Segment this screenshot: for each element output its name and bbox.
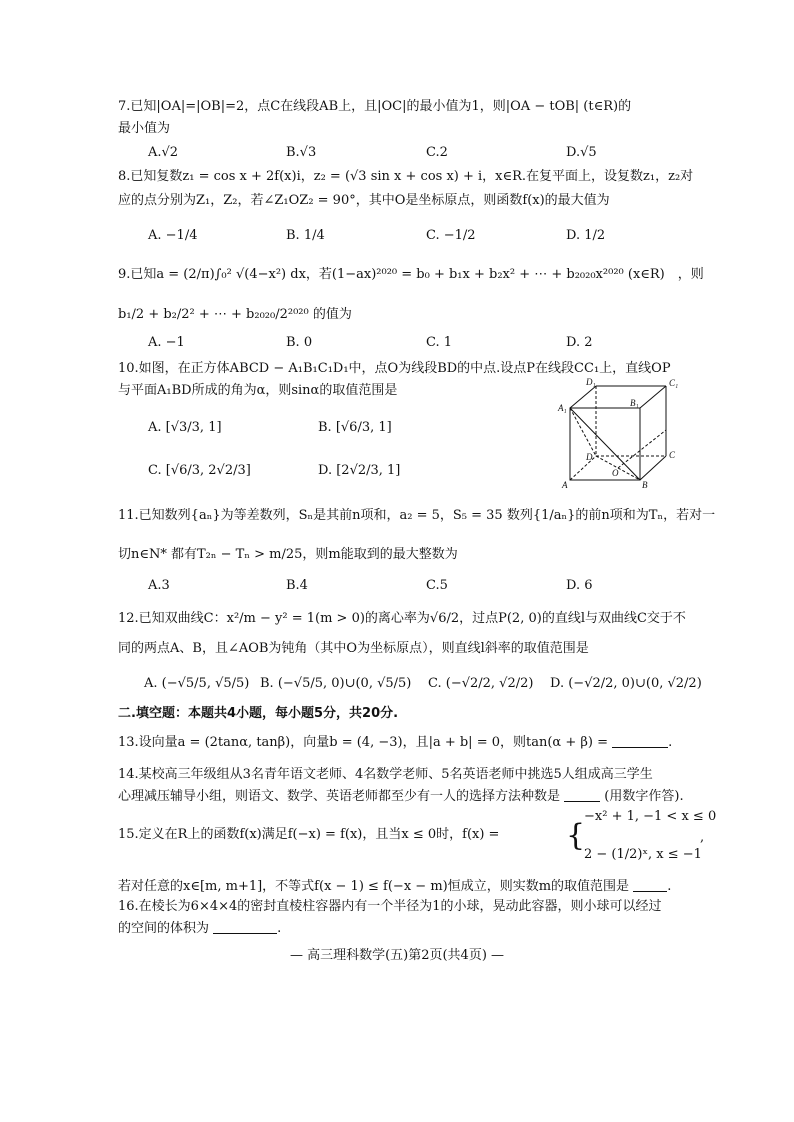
q12-stem-cont: 同的两点A、B，且∠AOB为钝角（其中O为坐标原点），则直线l斜率的取值范围是 — [118, 641, 589, 656]
q14-stem-cont: 心理减压辅导小组，则语文、数学、英语老师都至少有一人的选择方法种数是 — [118, 789, 561, 804]
cube-label-c1: C₁ — [669, 378, 679, 388]
q15-stem-cont: 若对任意的x∈[m, m+1]，不等式f(x − 1) ≤ f(−x − m)恒成立，则实数m的取值范围是 — [118, 879, 630, 894]
q16-stem: 16.在棱长为6×4×4的密封直棱柱容器内有一个半径为1的小球，晃动此容器，则小球可以经过 — [118, 899, 662, 914]
q16-stem-cont: 的空间的体积为 — [118, 921, 210, 936]
q8-stem-cont: 应的点分别为Z₁，Z₂，若∠Z₁OZ₂ = 90°，其中O是坐标原点，则函数f(x)的最大值为 — [118, 193, 610, 208]
q11-option-a: A.3 — [148, 578, 170, 593]
q16-answer-blank[interactable] — [213, 921, 277, 934]
q9-option-b: B. 0 — [286, 335, 313, 350]
q10-option-a: A. [√3/3, 1] — [148, 420, 222, 435]
q14-row — [118, 788, 684, 806]
cube-label-d: D — [586, 452, 593, 462]
q8-stem: 8.已知复数z₁ = cos x + 2f(x)i，z₂ = (√3 sin x + cos x) + i，x∈R.在复平面上，设复数z₁，z₂对 — [118, 169, 694, 184]
q8-option-a: A. −1/4 — [148, 228, 198, 243]
cube-edge-bc — [640, 456, 666, 480]
q14-stem: 14.某校高三年级组从3名青年语文老师、4名数学老师、5名英语老师中挑选5人组成高三学生 — [118, 767, 653, 782]
q13-answer-blank[interactable] — [612, 735, 668, 748]
cube-label-a1: A₁ — [558, 403, 567, 413]
q12-option-c: C. (−√2/2, √2/2) — [428, 676, 534, 691]
q9-option-a: A. −1 — [148, 335, 185, 350]
q12-option-d: D. (−√2/2, 0)∪(0, √2/2) — [550, 676, 702, 691]
q9-stem-cont: b₁/2 + b₂/2² + ⋯ + b₂₀₂₀/2²⁰²⁰ 的值为 — [118, 307, 352, 322]
q10-option-d: D. [2√2/3, 1] — [318, 463, 401, 478]
q12-option-a: A. (−√5/5, √5/5) — [144, 676, 250, 691]
q11-stem: 11.已知数列{aₙ}为等差数列，Sₙ是其前n项和，a₂ = 5，S₅ = 35 数列{1/aₙ}的前n项和为Tₙ，若对一 — [118, 508, 716, 523]
cube-label-d1: D₁ — [586, 378, 596, 387]
q11-option-c: C.5 — [426, 578, 448, 593]
q7-option-a: A.√2 — [148, 145, 179, 160]
page-footer: — 高三理科数学(五)第2页(共4页) — — [289, 948, 505, 963]
q13-stem: 13.设向量a = (2tanα, tanβ)，向量b = (4, −3)，且|a + b| = 0，则tan(α + β) = — [118, 735, 608, 750]
q15-case-2: 2 − (1/2)ˣ, x ≤ −1 — [584, 847, 702, 862]
q8-option-d: D. 1/2 — [566, 228, 606, 243]
q15-row: 若对任意的x∈[m, m+1]，不等式f(x − 1) ≤ f(−x − m)恒成立，则实数m的取值范围是 . — [118, 879, 672, 894]
cube-label-b1: B₁ — [630, 398, 639, 408]
q12-option-b: B. (−√5/5, 0)∪(0, √5/5) — [260, 676, 412, 691]
cube-label-b: B — [642, 480, 648, 490]
cube-label-c: C — [669, 450, 676, 460]
q7-option-d: D.√5 — [566, 145, 597, 160]
q13-row: 13.设向量a = (2tanα, tanβ)，向量b = (4, −3)，且|a + b| = 0，则tan(α + β) = . — [118, 735, 673, 750]
q10-stem: 10.如图，在正方体ABCD − A₁B₁C₁D₁中，点O为线段BD的中点.设点P在线段CC₁上，直线OP — [118, 361, 671, 376]
q7-option-c: C.2 — [426, 145, 448, 160]
q14-answer-blank[interactable] — [564, 789, 600, 802]
cube-edge-a1d1 — [570, 386, 596, 408]
q11-option-d: D. 6 — [566, 578, 593, 593]
q15-brace: { — [566, 818, 586, 853]
q15-case-1: −x² + 1, −1 < x ≤ 0 — [584, 809, 717, 824]
cube-label-a: A — [562, 480, 568, 490]
q9-option-d: D. 2 — [566, 335, 593, 350]
q14-stem-tail: (用数字作答). — [604, 789, 684, 804]
q12-stem: 12.已知双曲线C：x²/m − y² = 1(m > 0)的离心率为√6/2，过点P(2, 0)的直线l与双曲线C交于不 — [118, 611, 686, 626]
q16-row: 的空间的体积为 . — [118, 921, 282, 936]
q7-stem: 7.已知|OA|=|OB|=2，点C在线段AB上，且|OC|的最小值为1，则|OA − tOB| (t∈R)的 — [118, 99, 632, 114]
q11-stem-cont: 切n∈N* 都有T₂ₙ − Tₙ > m/25，则m能取到的最大整数为 — [118, 547, 458, 562]
q7-stem-cont: 最小值为 — [118, 121, 171, 136]
q11-option-b: B.4 — [286, 578, 308, 593]
cube-label-o: O — [612, 468, 619, 478]
q8-option-c: C. −1/2 — [426, 228, 476, 243]
q10-stem-cont: 与平面A₁BD所成的角为α，则sinα的取值范围是 — [118, 383, 398, 398]
q8-option-b: B. 1/4 — [286, 228, 325, 243]
q9-stem: 9.已知a = (2/π)∫₀² √(4−x²) dx，若(1−ax)²⁰²⁰ = b₀ + b₁x + b₂x² + ⋯ + b₂₀₂₀x²⁰²⁰ (x∈R) ，则 — [118, 267, 704, 282]
q10-option-b: B. [√6/3, 1] — [318, 420, 392, 435]
q7-option-b: B.√3 — [286, 145, 317, 160]
cube-diagonal-a1d — [570, 408, 596, 456]
q15-stem: 15.定义在R上的函数f(x)满足f(−x) = f(x)，且当x ≤ 0时，f(x) = — [118, 827, 500, 842]
q15-comma: , — [700, 830, 705, 845]
cube-edge-b1c1 — [640, 386, 666, 408]
cube-figure — [556, 378, 686, 490]
cube-diagonal-a1b — [570, 408, 640, 480]
section-fill-in-heading: 二.填空题：本题共4小题，每小题5分，共20分. — [118, 706, 399, 721]
q9-option-c: C. 1 — [426, 335, 453, 350]
q15-answer-blank[interactable] — [633, 879, 667, 892]
q10-option-c: C. [√6/3, 2√2/3] — [148, 463, 251, 478]
